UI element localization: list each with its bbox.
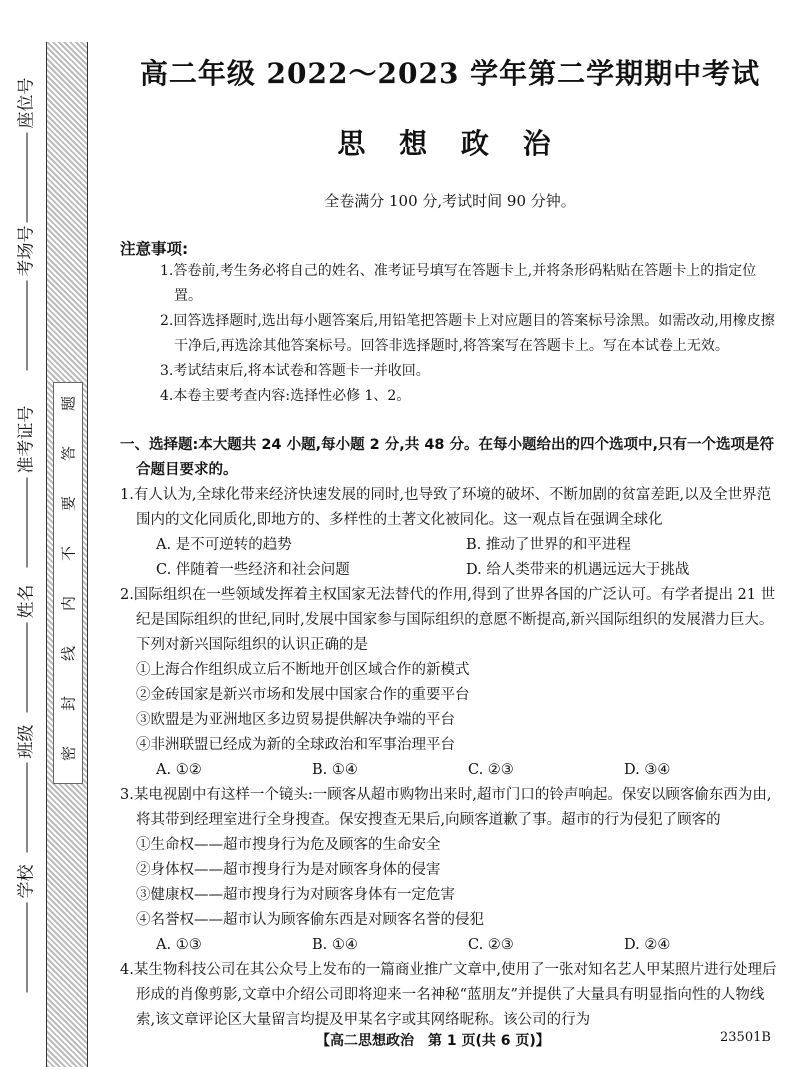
- binding-char: 要: [59, 496, 78, 512]
- statement: ①上海合作组织成立后不断地开创区域合作的新模式: [136, 662, 470, 678]
- binding-char: 答: [59, 446, 78, 462]
- exam-room-field: 考场号: [12, 331, 37, 371]
- class-field: 班级: [12, 813, 37, 853]
- option-d: D. 给人类带来的机遇远远大于挑战: [466, 562, 690, 578]
- option-c: C. ②③: [468, 762, 514, 778]
- name-field: 姓名: [12, 673, 37, 713]
- statement: ④非洲联盟已经成为新的全球政治和军事治理平台: [136, 737, 455, 753]
- question-2-stem: 2.国际组织在一些领域发挥着主权国家无法替代的作用,得到了世界各国的广泛认可。有学者提出 21 世纪是国际组织的世纪,同时,发展中国家参与国际组织的意愿不断提高,新兴国际组织的发展潜力巨大。下列对新兴国际组织的认识正确的是: [120, 587, 776, 653]
- exam-title: 高二年级 2022～2023 学年第二学期期中考试: [139, 57, 761, 90]
- binding-char: 密: [59, 746, 78, 762]
- score-time-info: 全卷满分 100 分,考试时间 90 分钟。: [324, 192, 576, 210]
- statement: ③健康权——超市搜身行为对顾客身体有一定危害: [136, 887, 455, 903]
- do-not-answer-box: [53, 382, 83, 784]
- option-b: B. ①④: [312, 762, 358, 778]
- option-d: D. ②④: [624, 937, 671, 953]
- option-c: C. ②③: [468, 937, 514, 953]
- admission-number-field: 准考证号: [12, 528, 37, 568]
- notice-item: 2.回答选择题时,选出每小题答案后,用铅笔把答题卡上对应题目的答案标号涂黑。如需改动,用橡皮擦干净后,再选涂其他答案标号。回答非选择题时,将答案写在答题卡上。写在本试卷上无效。: [160, 313, 775, 354]
- binding-char: 题: [59, 396, 78, 412]
- section-heading: 一、选择题:本大题共 24 小题,每小题 2 分,共 48 分。在每小题给出的四个选项中,只有一个选项是符合题目要求的。: [120, 437, 775, 478]
- question-1-stem: 1.有人认为,全球化带来经济快速发展的同时,也导致了环境的破坏、不断加剧的贫富差距,以及全世界范围内的文化同质化,即地方的、多样性的土著文化被同化。这一观点旨在强调全球化: [120, 487, 772, 528]
- question-4-stem: 4.某生物科技公司在其公众号上发布的一篇商业推广文章中,使用了一张对知名艺人甲某照片进行处理后形成的肖像剪影,文章中介绍公司即将迎来一名神秘“蓝朋友”并提供了大量具有明显指向性的人物线索,该文章评论区大量留言均提及甲某名字或其网络昵称。该公司的行为: [120, 962, 777, 1028]
- binding-char: 不: [59, 546, 78, 562]
- option-b: B. ①④: [312, 937, 358, 953]
- binding-char: 线: [59, 646, 78, 662]
- question-1-options-row2: [120, 558, 780, 583]
- binding-char: 内: [59, 596, 78, 612]
- binding-line-strip: [46, 42, 88, 1067]
- option-a: A. 是不可逆转的趋势: [156, 537, 292, 553]
- subject-title: 思 想 政 治: [337, 127, 563, 160]
- option-d: D. ③④: [624, 762, 671, 778]
- notice-heading: 注意事项:: [120, 240, 189, 258]
- notice-item: 4.本卷主要考查内容:选择性必修 1、2。: [160, 388, 411, 404]
- question-1-options-row1: [120, 533, 780, 558]
- option-c: C. 伴随着一些经济和社会问题: [156, 562, 350, 578]
- binding-char: 封: [59, 696, 78, 712]
- option-a: A. ①③: [156, 937, 202, 953]
- option-a: A. ①②: [156, 762, 202, 778]
- question-3-stem: 3.某电视剧中有这样一个镜头:一顾客从超市购物出来时,超市门口的铃声响起。保安以顾客偷东西为由,将其带到经理室进行全身搜查。保安搜查无果后,向顾客道歉了事。超市的行为侵犯了顾客的: [120, 787, 772, 828]
- notice-item: 1.答卷前,考生务必将自己的姓名、准考证号填写在答题卡上,并将条形码粘贴在答题卡上的指定位置。: [160, 263, 757, 304]
- option-b: B. 推动了世界的和平进程: [466, 537, 631, 553]
- question-3-options: [120, 933, 780, 958]
- school-field: 学校: [12, 953, 37, 993]
- candidate-info-sidebar: [0, 0, 46, 1070]
- paper-code: 23501B: [720, 1030, 771, 1045]
- statement: ①生命权——超市搜身行为危及顾客的生命安全: [136, 837, 441, 853]
- question-2-options: [120, 758, 780, 783]
- notice-item: 3.考试结束后,将本试卷和答题卡一并收回。: [160, 363, 430, 379]
- statement: ②金砖国家是新兴市场和发展中国家合作的重要平台: [136, 687, 470, 703]
- multiple-choice-section: [120, 433, 780, 1033]
- statement: ④名誉权——超市认为顾客偷东西是对顾客名誉的侵犯: [136, 912, 484, 928]
- page-number-label: 【高二思想政治 第 1 页(共 6 页)】: [316, 1033, 550, 1049]
- statement: ②身体权——超市搜身行为是对顾客身体的侵害: [136, 862, 441, 878]
- seat-number-field: 座位号: [12, 183, 37, 223]
- notice-section: [120, 237, 780, 409]
- exam-page-content: [120, 52, 780, 1033]
- statement: ③欧盟是为亚洲地区多边贸易提供解决争端的平台: [136, 712, 455, 728]
